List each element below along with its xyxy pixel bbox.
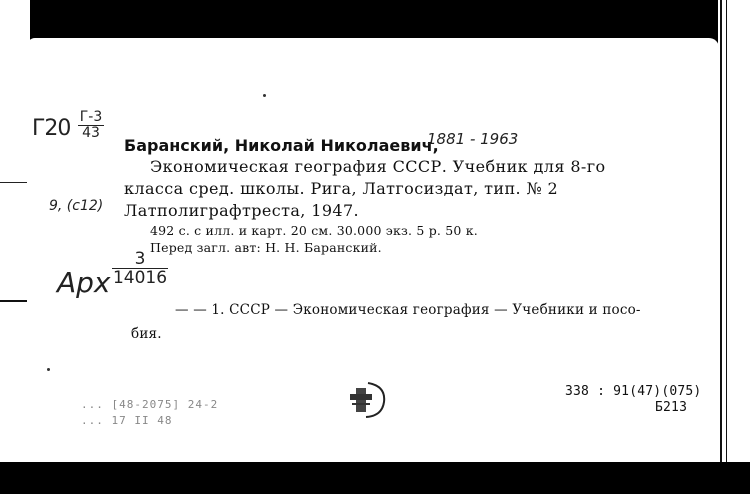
call-mark-fraction-bottom: 43 bbox=[82, 125, 100, 141]
archive-fraction bbox=[111, 250, 169, 287]
catalog-card bbox=[27, 38, 719, 462]
scan-top-border bbox=[0, 0, 750, 42]
library-stamp bbox=[338, 380, 390, 420]
margin-handwritten-note: 9, (с12) bbox=[49, 198, 104, 214]
call-mark-fraction bbox=[77, 110, 105, 141]
archive-label: Арх bbox=[57, 266, 111, 299]
archive-fraction-top: 3 bbox=[134, 249, 146, 269]
title-line-3: Латполиграфтреста, 1947. bbox=[124, 201, 360, 220]
udc-code: Б213 bbox=[655, 400, 688, 415]
title-line-2: класса сред. школы. Рига, Латгосиздат, тип. № 2 bbox=[124, 179, 559, 198]
author-years-handwritten: 1881 - 1963 bbox=[427, 130, 519, 148]
archive-fraction-bottom: 14016 bbox=[112, 268, 168, 288]
subject-tracing-line-2: бия. bbox=[131, 326, 162, 342]
subject-tracing-line-1: — — 1. СССР — Экономическая география — Учебники и посо- bbox=[175, 302, 641, 318]
scan-bottom-border bbox=[0, 462, 750, 494]
physical-description: 492 с. с илл. и карт. 20 см. 30.000 экз. 5 р. 50 к. bbox=[150, 223, 478, 238]
call-mark-prefix: Г20 bbox=[32, 116, 71, 141]
stray-dot bbox=[263, 94, 266, 97]
stray-dot bbox=[47, 368, 50, 371]
scan-left-margin bbox=[0, 0, 30, 494]
author-heading: Баранский, Николай Николаевич, bbox=[124, 136, 439, 155]
printer-imprint-line-1: ... [48-2075] 24-2 bbox=[81, 398, 219, 411]
printer-imprint-line-2: ... 17 II 48 bbox=[81, 414, 173, 427]
udc-number: 338 : 91(47)(075) bbox=[565, 384, 702, 399]
call-mark-fraction-top: Г-3 bbox=[79, 109, 103, 125]
author-note: Перед загл. авт: Н. Н. Баранский. bbox=[150, 240, 382, 255]
title-line-1: Экономическая география СССР. Учебник для 8-го bbox=[150, 157, 606, 176]
scan-right-margin bbox=[718, 0, 750, 494]
